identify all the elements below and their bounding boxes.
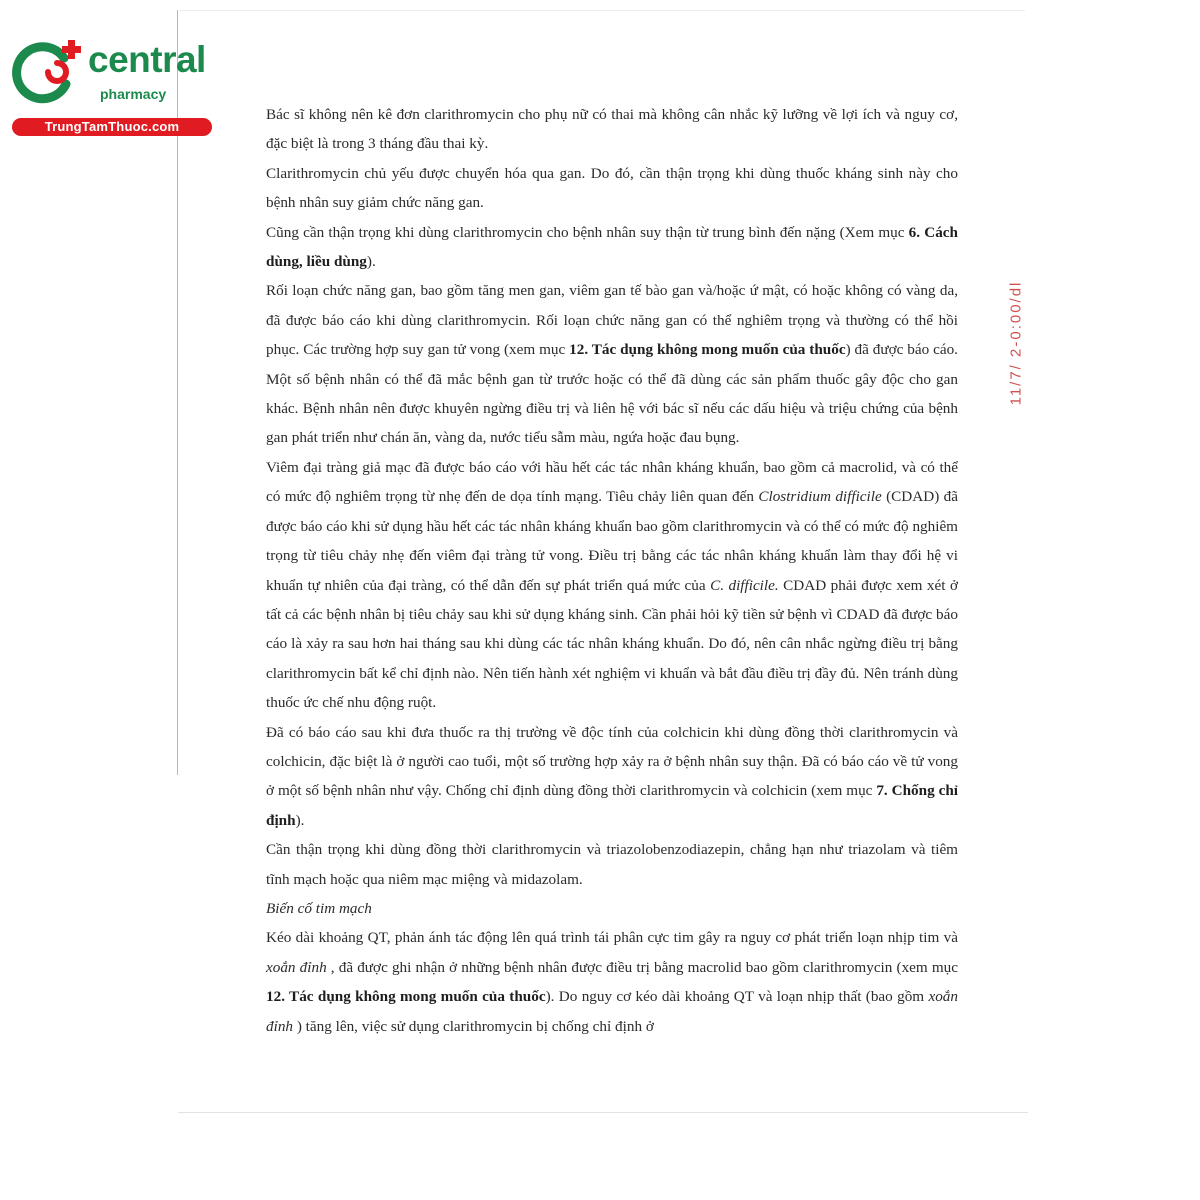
italic-term: xoắn đỉnh [266, 988, 958, 1035]
bold-reference: 6. Cách dùng, liều dùng [266, 223, 958, 271]
paragraph-text: ). [295, 811, 305, 829]
document-paragraph [266, 923, 958, 1041]
logo-brand-text: central [88, 39, 206, 80]
italic-term: Clostridium difficile [758, 488, 882, 506]
paragraph-text: Kéo dài khoảng QT, phản ánh tác động lên quá trình tái phân cực tim gây ra nguy cơ phát triển loạn nhịp tim và [266, 929, 958, 947]
paragraph-text: ) tăng lên, việc sử dụng clarithromycin bị chống chỉ định ở [293, 1017, 654, 1035]
logo-sub-text: pharmacy [100, 86, 167, 102]
paragraph-text: Rối loạn chức năng gan, bao gồm tăng men gan, viêm gan tế bào gan và/hoặc ứ mật, có hoặc không có vàng da, đã được báo cáo khi dùng clarithromycin. Rối loạn chức năng gan có thể nghiêm trọng và thường có thể hồi phục. Các trường hợp suy gan tử vong (xem mục [266, 282, 958, 359]
paragraph-text: Cũng cần thận trọng khi dùng clarithromycin cho bệnh nhân suy thận từ trung bình đến nặng (Xem mục [266, 223, 909, 241]
paragraph-text: Đã có báo cáo sau khi đưa thuốc ra thị trường về độc tính của colchicin khi dùng đồng thời clarithromycin và colchicin, đặc biệt là ở người cao tuổi, một số trường hợp xảy ra ở bệnh nhân suy thận. Đã có báo cáo về tử vong ở một số bệnh nhân như vậy. Chống chỉ định dùng đồng thời clarithromycin và colchicin (xem mục [266, 723, 958, 800]
scan-bottom-edge [178, 1112, 1028, 1113]
logo-site-url[interactable]: TrungTamThuoc.com [12, 118, 212, 136]
central-pharmacy-logo[interactable] [8, 34, 213, 136]
paragraph-text: ). Do nguy cơ kéo dài khoảng QT và loạn nhịp thất (bao gồm [545, 988, 929, 1006]
paragraph-text: Clarithromycin chủ yếu được chuyển hóa qua gan. Do đó, cần thận trọng khi dùng thuốc kháng sinh này cho bệnh nhân suy giảm chức năng gan. [266, 164, 958, 212]
paragraph-text: ). [366, 253, 376, 271]
document-paragraph [266, 276, 958, 452]
document-paragraph [266, 159, 958, 218]
paragraph-text: Viêm đại tràng giả mạc đã được báo cáo với hầu hết các tác nhân kháng khuẩn, bao gồm cả macrolid, và có thể có mức độ nghiêm trọng từ nhẹ đến de dọa tính mạng. Tiêu chảy liên quan đến [266, 458, 958, 506]
document-paragraph [266, 894, 958, 923]
document-body [266, 100, 958, 1041]
italic-term: C. difficile. [710, 576, 779, 594]
bold-reference: 7. Chống chỉ định [266, 782, 958, 829]
paragraph-text: , đã được ghi nhận ở những bệnh nhân được điều trị bằng macrolid bao gồm clarithromycin (xem mục [326, 958, 958, 976]
scan-top-edge [180, 10, 1025, 11]
paragraph-text: Cần thận trọng khi dùng đồng thời clarithromycin và triazolobenzodiazepin, chẳng hạn như triazolam và tiêm tĩnh mạch hoặc qua niêm mạc miệng và midazolam. [266, 841, 958, 888]
document-paragraph [266, 718, 958, 836]
document-paragraph [266, 453, 958, 718]
document-paragraph [266, 100, 958, 159]
stamp-text: 11/7/ 2-0:00/dl [1007, 280, 1025, 406]
paragraph-text: (CDAD) đã được báo cáo khi sử dụng hầu hết các tác nhân kháng khuẩn bao gồm clarithromycin và có thể có mức độ nghiêm trọng từ tiêu chảy nhẹ đến viêm đại tràng tử vong. Điều trị bằng các tác nhân kháng khuẩn làm thay đổi hệ vi khuẩn tự nhiên của đại tràng, có thể dẫn đến sự phát triển quá mức của [266, 488, 958, 594]
bold-reference: 12. Tác dụng không mong muốn của thuốc [569, 341, 846, 359]
italic-term: Biến cố tim mạch [266, 899, 372, 917]
paragraph-text: Bác sĩ không nên kê đơn clarithromycin cho phụ nữ có thai mà không cân nhắc kỹ lưỡng về lợi ích và nguy cơ, đặc biệt là trong 3 tháng đầu thai kỳ. [266, 106, 958, 153]
bold-reference: 12. Tác dụng không mong muốn của thuốc [266, 988, 546, 1006]
red-stamp [996, 268, 1036, 418]
italic-term: xoắn đỉnh [266, 958, 327, 976]
paragraph-text: CDAD phải được xem xét ở tất cả các bệnh nhân bị tiêu chảy sau khi sử dụng kháng sinh. Cần phải hỏi kỹ tiền sử bệnh vì CDAD đã được báo cáo là xảy ra sau hơn hai tháng sau khi dùng các tác nhân kháng khuẩn. Do đó, nên cân nhắc ngừng điều trị bằng clarithromycin bất kể chỉ định nào. Nên tiến hành xét nghiệm vi khuẩn và bắt đầu điều trị đầy đủ. Nên tránh dùng thuốc ức chế nhu động ruột. [266, 576, 958, 712]
pharmacy-logo-icon [12, 38, 88, 106]
document-paragraph [266, 835, 958, 894]
document-paragraph [266, 218, 958, 277]
paragraph-text: ) đã được báo cáo. Một số bệnh nhân có thể đã mắc bệnh gan từ trước hoặc có thể đã dùng các sản phẩm thuốc gây độc cho gan khác. Bệnh nhân nên được khuyên ngừng điều trị và liên hệ với bác sĩ nếu các dấu hiệu và triệu chứng của bệnh gan phát triển như chán ăn, vàng da, nước tiểu sẫm màu, ngứa hoặc đau bụng. [266, 341, 958, 447]
